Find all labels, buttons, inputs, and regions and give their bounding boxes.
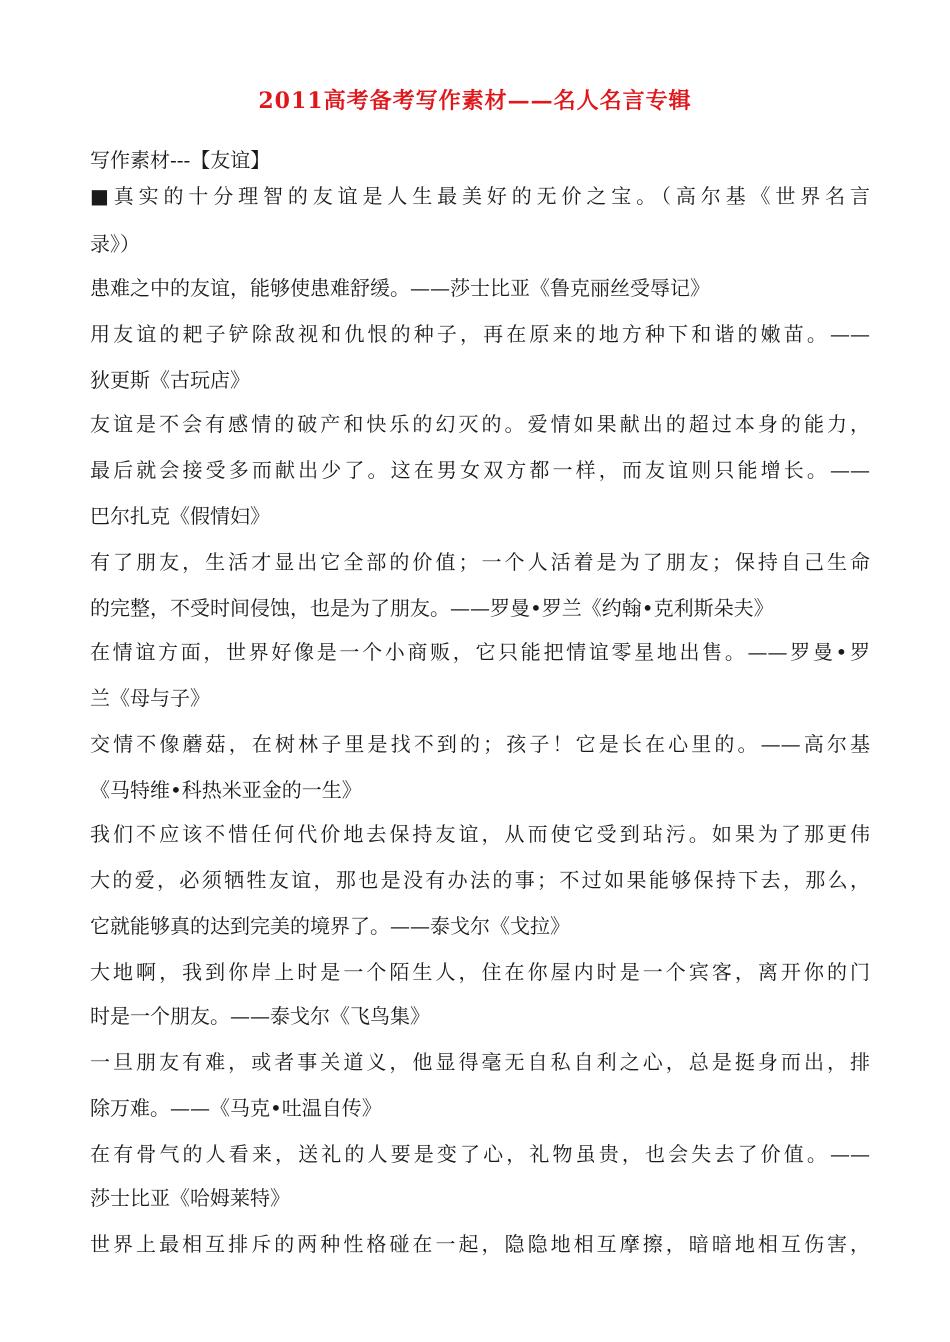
text-line: 《马特维•科热米亚金的一生》 — [90, 778, 362, 802]
page-title: 2011高考备考写作素材——名人名言专辑 — [258, 88, 692, 114]
text-line: 最后就会接受多而献出少了。这在男女双方都一样，而友谊则只能增长。—— — [90, 458, 870, 482]
text-line: 友谊是不会有感情的破产和快乐的幻灭的。爱情如果献出的超过本身的能力， — [90, 412, 870, 436]
text-line: 世界上最相互排斥的两种性格碰在一起，隐隐地相互摩擦，暗暗地相互伤害， — [90, 1232, 870, 1256]
text-line: 巴尔扎克《假情妇》 — [90, 504, 270, 528]
text-line: 它就能够真的达到完美的境界了。——泰戈尔《戈拉》 — [90, 914, 570, 938]
text-line: 交情不像蘑菇，在树林子里是找不到的；孩子！它是长在心里的。——高尔基 — [90, 732, 870, 756]
text-line: 用友谊的耙子铲除敌视和仇恨的种子，再在原来的地方种下和谐的嫩苗。—— — [90, 322, 870, 346]
text-line: 除万难。——《马克•吐温自传》 — [90, 1096, 382, 1120]
text-line: 一旦朋友有难，或者事关道义，他显得毫无自私自利之心，总是挺身而出，排 — [90, 1050, 870, 1074]
text-line: 我们不应该不惜任何代价地去保持友谊，从而使它受到玷污。如果为了那更伟 — [90, 822, 870, 846]
text-line: 时是一个朋友。——泰戈尔《飞鸟集》 — [90, 1004, 430, 1028]
text-line: 在情谊方面，世界好像是一个小商贩，它只能把情谊零星地出售。——罗曼•罗 — [90, 640, 870, 664]
text-line: 的完整，不受时间侵蚀，也是为了朋友。——罗曼•罗兰《约翰•克利斯朵夫》 — [90, 596, 774, 620]
text-line: 患难之中的友谊，能够使患难舒缓。——莎士比亚《鲁克丽丝受辱记》 — [90, 276, 710, 300]
text-line: ■真实的十分理智的友谊是人生最美好的无价之宝。（高尔基《世界名言 — [90, 184, 870, 208]
text-line: 莎士比亚《哈姆莱特》 — [90, 1186, 290, 1210]
text-line: 大的爱，必须牺牲友谊，那也是没有办法的事；不过如果能够保持下去，那么， — [90, 868, 870, 892]
text-line: 在有骨气的人看来，送礼的人要是变了心，礼物虽贵，也会失去了价值。—— — [90, 1142, 870, 1166]
text-line: 兰《母与子》 — [90, 686, 210, 710]
text-line: 大地啊，我到你岸上时是一个陌生人，住在你屋内时是一个宾客，离开你的门 — [90, 960, 870, 984]
text-line: 录》） — [90, 232, 140, 256]
text-line: 有了朋友，生活才显出它全部的价值；一个人活着是为了朋友；保持自己生命 — [90, 550, 870, 574]
text-line: 狄更斯《古玩店》 — [90, 368, 250, 392]
section-heading: 写作素材---【友谊】 — [90, 148, 271, 172]
